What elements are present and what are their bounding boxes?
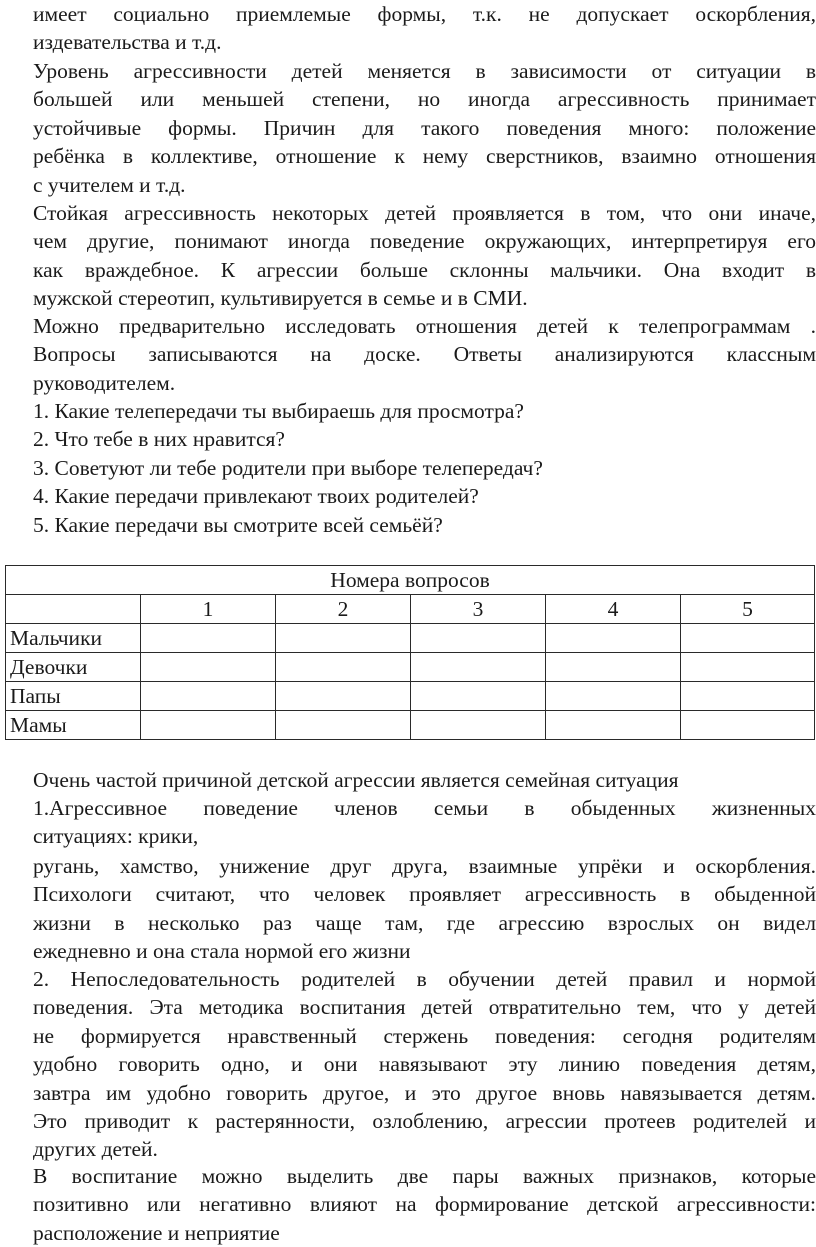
table-cell bbox=[681, 624, 815, 653]
text-line: 2. Непоследовательность родителей в обучении детей правил и нормой bbox=[33, 967, 816, 991]
table-header-cell: Номера вопросов bbox=[6, 566, 815, 595]
text-line: удобно говорить одно, и они навязывают эту линию поведения детям, bbox=[33, 1052, 816, 1077]
text-line: ситуациях: крики, bbox=[33, 824, 199, 849]
table-cell bbox=[276, 653, 411, 682]
table-column-header: 3 bbox=[411, 595, 546, 624]
text-line: ребёнка в коллективе, отношение к нему сверстников, взаимно отношения bbox=[33, 144, 816, 169]
table-cell bbox=[411, 711, 546, 740]
text-line: как враждебное. К агрессии больше склонны мальчики. Она входит в bbox=[33, 257, 816, 282]
table-cell bbox=[546, 624, 681, 653]
table-column-header: 1 bbox=[141, 595, 276, 624]
table-cell bbox=[141, 653, 276, 682]
table-cell bbox=[546, 653, 681, 682]
table-cell bbox=[411, 653, 546, 682]
text-line: Очень частой причиной детской агрессии является семейная ситуация bbox=[33, 768, 679, 792]
table-row-label: Мальчики bbox=[6, 624, 141, 653]
text-line: руководителем. bbox=[33, 370, 176, 395]
table-row bbox=[6, 682, 815, 711]
text-line: жизни в несколько раз чаще там, где агрессию взрослых он видел bbox=[33, 910, 816, 935]
text-line: Вопросы записываются на доске. Ответы анализируются классным bbox=[33, 342, 816, 367]
text-line: Можно предварительно исследовать отношения детей к телепрограммам . bbox=[33, 314, 816, 338]
question-item: 1. Какие телепередачи ты выбираешь для просмотра? bbox=[33, 399, 524, 423]
text-line: 1.Агрессивное поведение членов семьи в обыденных жизненных bbox=[33, 796, 816, 820]
paragraph-upbringing-signs bbox=[33, 1162, 816, 1247]
text-line: ругань, хамство, унижение друг друга, взаимные упрёки и оскорбления. bbox=[33, 854, 816, 878]
table-row bbox=[6, 711, 815, 740]
table-column-header: 4 bbox=[546, 595, 681, 624]
table-corner-cell bbox=[6, 595, 141, 624]
paragraph-persistent-aggression bbox=[33, 199, 816, 313]
table-column-header: 2 bbox=[276, 595, 411, 624]
text-line: Психологи считают, что человек проявляет агрессивность в обыденной bbox=[33, 882, 816, 907]
paragraph-family-behaviour bbox=[33, 794, 816, 851]
text-line: большей или меньшей степени, но иногда агрессивность принимает bbox=[33, 87, 816, 112]
survey-table bbox=[5, 565, 815, 740]
table-row bbox=[6, 653, 815, 682]
questions-list bbox=[33, 397, 816, 539]
question-item: 2. Что тебе в них нравится? bbox=[33, 427, 285, 452]
text-line: не формируется нравственный стержень поведения: сегодня родителям bbox=[33, 1023, 816, 1048]
text-line: Это приводит к растерянности, озлоблению, агрессии протеев родителей и bbox=[33, 1109, 816, 1134]
table-cell bbox=[276, 711, 411, 740]
table-cell bbox=[546, 682, 681, 711]
question-item: 3. Советуют ли тебе родители при выборе телепередач? bbox=[33, 455, 543, 480]
table-cell bbox=[681, 653, 815, 682]
question-item: 4. Какие передачи привлекают твоих родителей? bbox=[33, 484, 479, 509]
paragraph-intro-continued bbox=[33, 0, 816, 57]
table-cell bbox=[276, 624, 411, 653]
text-line: позитивно или негативно влияют на формирование детской агрессивности: bbox=[33, 1192, 816, 1217]
text-line: завтра им удобно говорить другое, и это другое вновь навязывается детям. bbox=[33, 1080, 816, 1105]
table-cell bbox=[411, 682, 546, 711]
text-line: других детей. bbox=[33, 1137, 158, 1162]
text-line: ежедневно и она стала нормой его жизни bbox=[33, 939, 411, 964]
table-cell bbox=[141, 711, 276, 740]
paragraph-aggression-levels bbox=[33, 57, 816, 199]
text-line: устойчивые формы. Причин для такого поведения много: положение bbox=[33, 115, 816, 140]
table-row-label: Девочки bbox=[6, 653, 141, 682]
table-cell bbox=[141, 682, 276, 711]
table-header-row bbox=[6, 566, 815, 595]
table-row-label: Мамы bbox=[6, 711, 141, 740]
text-line: расположение и неприятие bbox=[33, 1220, 280, 1245]
table-cell bbox=[141, 624, 276, 653]
paragraph-inconsistency bbox=[33, 965, 816, 1164]
table-row-label: Папы bbox=[6, 682, 141, 711]
text-line: чем другие, понимают иногда поведение окружающих, интерпретируя его bbox=[33, 229, 816, 254]
table-column-row bbox=[6, 595, 815, 624]
paragraph-family-situation bbox=[33, 766, 816, 794]
table-cell bbox=[411, 624, 546, 653]
text-line: имеет социально приемлемые формы, т.к. не допускает оскорбления, bbox=[33, 2, 816, 26]
text-line: с учителем и т.д. bbox=[33, 172, 186, 197]
table-cell bbox=[546, 711, 681, 740]
table-column-header: 5 bbox=[681, 595, 815, 624]
text-line: Стойкая агрессивность некоторых детей проявляется в том, что они иначе, bbox=[33, 201, 816, 225]
table-cell bbox=[276, 682, 411, 711]
paragraph-tv-survey bbox=[33, 312, 816, 397]
table-cell bbox=[681, 682, 815, 711]
text-line: мужской стереотип, культивируется в семье и в СМИ. bbox=[33, 286, 528, 311]
text-line: В воспитание можно выделить две пары важных признаков, которые bbox=[33, 1164, 816, 1188]
text-line: Уровень агрессивности детей меняется в зависимости от ситуации в bbox=[33, 59, 816, 83]
table-row bbox=[6, 624, 815, 653]
text-line: издевательства и т.д. bbox=[33, 30, 222, 55]
paragraph-quarrels bbox=[33, 852, 816, 966]
question-item: 5. Какие передачи вы смотрите всей семьёй? bbox=[33, 512, 443, 537]
text-line: поведения. Эта методика воспитания детей отвратительно тем, что у детей bbox=[33, 995, 816, 1020]
table-cell bbox=[681, 711, 815, 740]
